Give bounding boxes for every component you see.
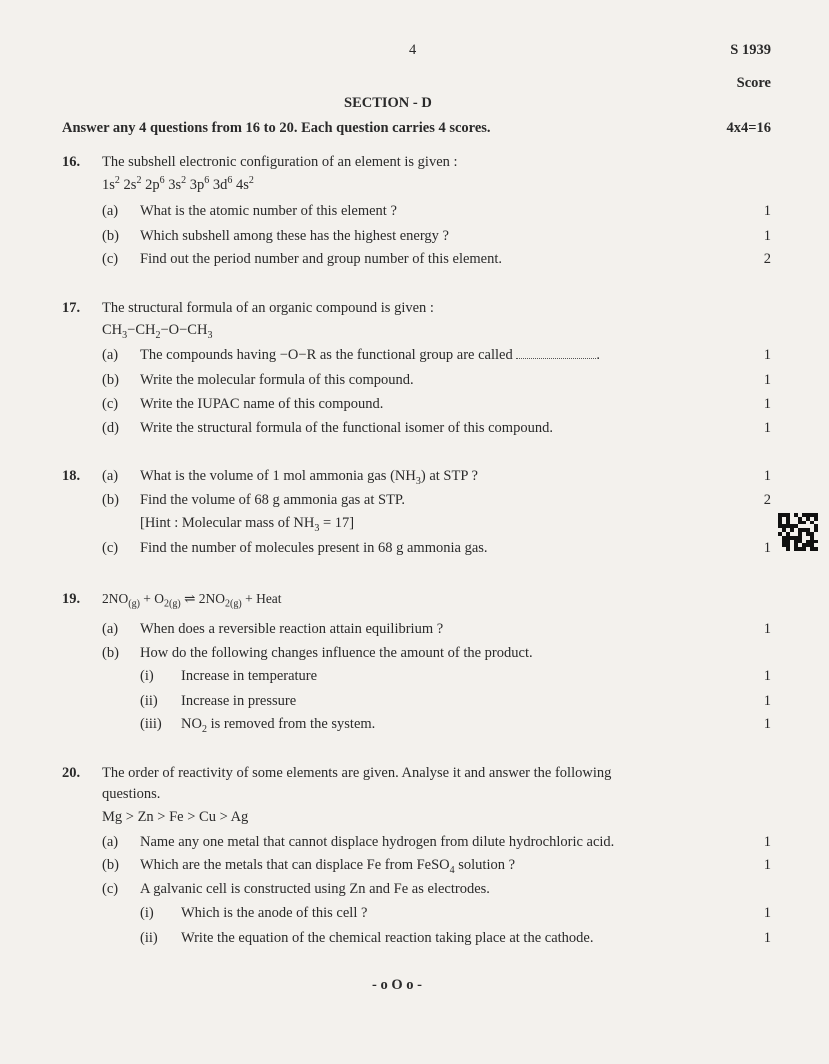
question-number: 20. xyxy=(62,765,81,781)
part-text: Find the volume of 68 g ammonia gas at STP. xyxy=(140,492,406,508)
subpart-label: (ii) xyxy=(140,693,158,709)
subpart-label: (i) xyxy=(140,668,154,684)
subpart-text: Write the equation of the chemical reaction taking place at the cathode. xyxy=(181,930,594,946)
part-text: How do the following changes influence the amount of the product. xyxy=(140,645,533,661)
part-label: (c) xyxy=(102,540,119,556)
subpart-label: (i) xyxy=(140,905,154,921)
structural-formula: $CH_3-CH_2-O-CH_3$ xyxy=(102,322,213,341)
subpart-label: (iii) xyxy=(140,716,162,732)
electronic-configuration: $1s^2$ $2s^2$ $2p^6$ $3s^2$ $3p^6$ $3d^6$ $4s^2$ xyxy=(102,175,254,193)
part-score: 1 xyxy=(763,540,771,556)
paper-code: S 1939 xyxy=(730,42,771,58)
question-number: 16. xyxy=(62,154,81,170)
subpart-score: 1 xyxy=(763,668,771,684)
part-text: What is the atomic number of this element ? xyxy=(140,203,397,219)
answer-blank xyxy=(516,358,596,359)
part-score: 1 xyxy=(763,621,771,637)
part-label: (a) xyxy=(102,203,119,219)
subpart-text: Which is the anode of this cell ? xyxy=(181,905,368,921)
part-text: Write the IUPAC name of this compound. xyxy=(140,396,384,412)
part-label: (b) xyxy=(102,645,119,661)
subpart-text: $NO_2$ is removed from the system. xyxy=(181,716,376,735)
end-mark: - o O o - xyxy=(372,977,422,993)
part-label: (c) xyxy=(102,881,119,897)
part-score: 1 xyxy=(763,203,771,219)
part-label: (a) xyxy=(102,347,119,363)
section-instruction: Answer any 4 questions from 16 to 20. Each question carries 4 scores. xyxy=(62,120,491,136)
score-label: Score xyxy=(736,75,771,91)
question-text: The order of reactivity of some elements are given. Analyse it and answer the following xyxy=(102,765,612,781)
part-score: 2 xyxy=(763,251,771,267)
question-text: The structural formula of an organic compound is given : xyxy=(102,300,434,316)
chemical-equation: $2NO_{(g)} + O_{2(g)}$ ⇌ $2NO_{2(g)}$ + Heat xyxy=(102,591,282,610)
qr-code xyxy=(778,513,818,551)
part-label: (b) xyxy=(102,228,119,244)
section-marks: 4x4=16 xyxy=(726,120,771,136)
part-text: When does a reversible reaction attain equilibrium ? xyxy=(140,621,444,637)
question-text-cont: questions. xyxy=(102,786,161,802)
hint-text: [Hint : Molecular mass of $NH_3 = 17$] xyxy=(140,515,355,534)
part-text: Write the molecular formula of this compound. xyxy=(140,372,414,388)
part-text: Which are the metals that can displace Fe from FeSO$_4$ solution ? xyxy=(140,857,516,876)
part-score: 2 xyxy=(763,492,771,508)
part-text: Name any one metal that cannot displace hydrogen from dilute hydrochloric acid. xyxy=(140,834,615,850)
subpart-label: (ii) xyxy=(140,930,158,946)
part-score: 1 xyxy=(763,228,771,244)
part-label: (a) xyxy=(102,621,119,637)
part-text: What is the volume of 1 mol ammonia gas $(NH_3)$ at STP ? xyxy=(140,468,478,487)
part-score: 1 xyxy=(763,372,771,388)
part-score: 1 xyxy=(763,857,771,873)
subpart-text: Increase in pressure xyxy=(181,693,297,709)
part-score: 1 xyxy=(763,347,771,363)
part-score: 1 xyxy=(763,420,771,436)
question-text: The subshell electronic configuration of an element is given : xyxy=(102,154,458,170)
part-score: 1 xyxy=(763,834,771,850)
part-text: Find the number of molecules present in 68 g ammonia gas. xyxy=(140,540,488,556)
subpart-score: 1 xyxy=(763,693,771,709)
part-label: (c) xyxy=(102,251,119,267)
part-label: (b) xyxy=(102,857,119,873)
part-label: (a) xyxy=(102,834,119,850)
reactivity-series: Mg > Zn > Fe > Cu > Ag xyxy=(102,809,249,825)
part-score: 1 xyxy=(763,396,771,412)
part-label: (d) xyxy=(102,420,119,436)
part-score: 1 xyxy=(763,468,771,484)
question-number: 18. xyxy=(62,468,81,484)
part-text: The compounds having −O−R as the functional group are called . xyxy=(140,347,600,363)
part-text: Write the structural formula of the functional isomer of this compound. xyxy=(140,420,553,436)
subpart-score: 1 xyxy=(763,905,771,921)
part-text: Which subshell among these has the highest energy ? xyxy=(140,228,449,244)
subpart-text: Increase in temperature xyxy=(181,668,318,684)
subpart-score: 1 xyxy=(763,930,771,946)
part-text: Find out the period number and group number of this element. xyxy=(140,251,503,267)
question-number: 19. xyxy=(62,591,81,607)
part-label: (c) xyxy=(102,396,119,412)
page-number: 4 xyxy=(409,42,417,58)
question-number: 17. xyxy=(62,300,81,316)
part-label: (b) xyxy=(102,372,119,388)
part-label: (a) xyxy=(102,468,119,484)
subpart-score: 1 xyxy=(763,716,771,732)
part-text: A galvanic cell is constructed using Zn and Fe as electrodes. xyxy=(140,881,490,897)
section-title: SECTION - D xyxy=(344,95,432,111)
part-label: (b) xyxy=(102,492,119,508)
